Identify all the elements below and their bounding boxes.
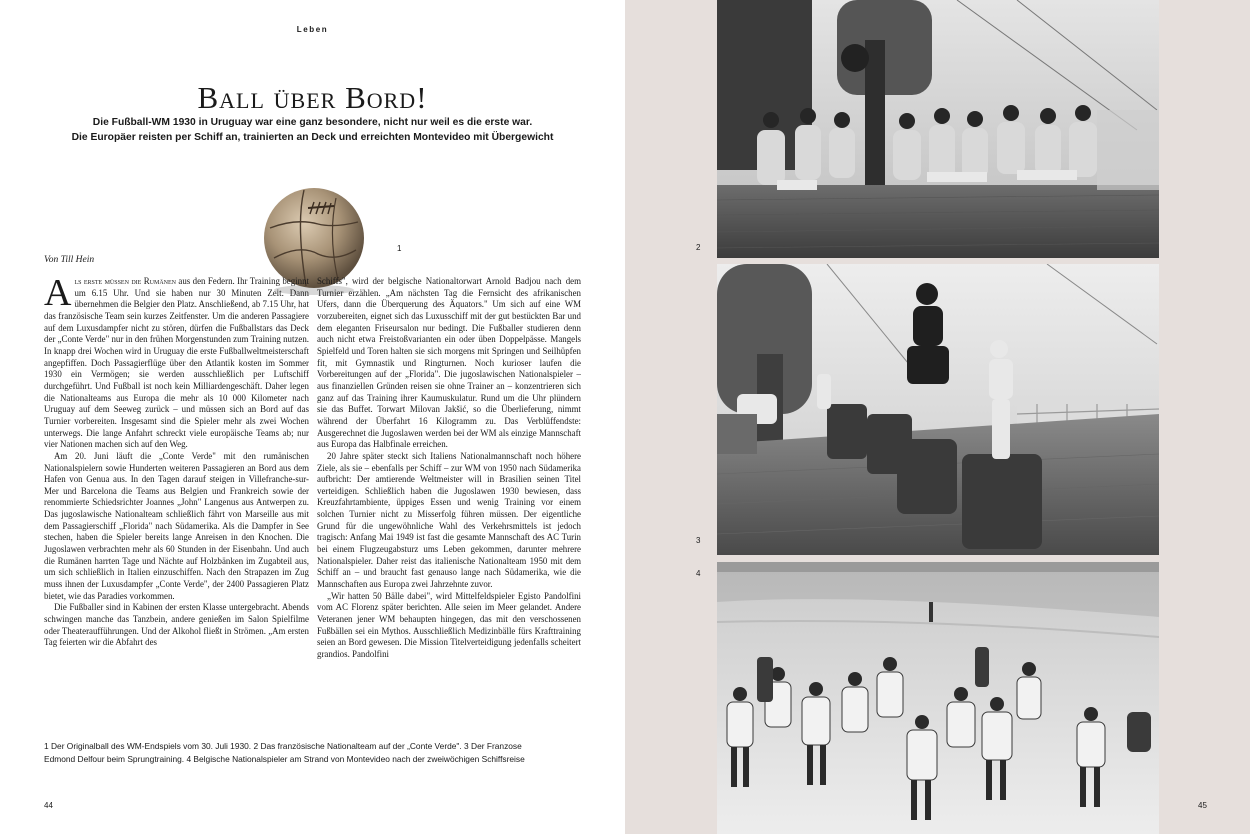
article-paragraph: „Wir hatten 50 Bälle dabei", wird Mittelfeldspieler Egisto Pandolfini vom AC Florenz später berichten. Alle seien im Meer gelandet. Andere Veteranen jener WM behaupten hingegen, das mit den verschossenen Fußbällen sei ein Mythos. Ausschließlich Medizinbälle fürs Krafttraining seien an Bord gewesen. Die Mission Titelverteidigung jedenfalls scheitert grandios. Pandolfini <box>317 590 581 659</box>
section-label: Leben <box>296 25 329 34</box>
photo-captions <box>44 740 584 766</box>
figure-number-1: 1 <box>397 244 402 253</box>
caption-line-2: Edmond Delfour beim Sprungtraining. 4 Belgische Nationalspieler am Strand von Montevideo nach der zweiwöchigen Schiffsreise <box>44 754 525 764</box>
byline: Von Till Hein <box>44 255 95 265</box>
photo-team-on-deck <box>717 0 1159 258</box>
article-title: Ball über Bord! <box>197 80 428 115</box>
photo-jump-training <box>717 264 1159 555</box>
article-column-2 <box>317 276 581 731</box>
article-paragraph: Schiffs", wird der belgische Nationaltorwart Arnold Badjou nach dem Turnier erzählen. „Am nächsten Tag die Fernsicht des afrikanischen Ufers, dann die Überquerung des Äquators." Um sich auf eine WM vorzubereiten, eignet sich das Luxusschiff mit der gut bestückten Bar und dem eleganten Friseursalon nur bedingt. Die Fußballer studieren denn auch nicht etwa Freistoßvarianten ein oder üben Doppelpässe. Mangels Spielfeld und Toren halten sie sich morgens mit Springen und Seilhüpfen fit, mit Gymnastik und Ringturnen. Noch kurioser laufen die Vorbereitungen auf der „Florida". Die jugoslawischen Nationalspieler – aus finanziellen Gründen reisen sie ohne Trainer an – konzentrieren sich ganz auf das Training ihrer Kaumuskulatur. Rund um die Uhr plündern sie das Buffet. Torwart Milovan Jakšić, so die Überlieferung, nimmt während der Überfahrt 16 Kilogramm zu. Das Verblüffendste: Ausgerechnet die Jugoslawen werden bei der WM als einzige Mannschaft aus Europa das Halbfinale erreichen. <box>317 276 581 450</box>
lead-small-caps: ls erste müssen die Rumänen <box>74 276 176 286</box>
caption-line-1: 1 Der Originalball des WM-Endspiels vom 30. Juli 1930. 2 Das französische Nationalteam auf der „Conte Verde". 3 Der Franzose <box>44 741 522 751</box>
page-number-left: 44 <box>44 801 53 810</box>
figure-number-3: 3 <box>696 536 701 545</box>
article-column-1 <box>44 276 309 731</box>
photo-beach-montevideo <box>717 562 1159 834</box>
page-number-right: 45 <box>1198 801 1207 810</box>
figure-number-4: 4 <box>696 569 701 578</box>
subtitle-line-2: Die Europäer reisten per Schiff an, trainierten an Deck und erreichten Montevideo mit Übergewicht <box>71 131 554 143</box>
article-paragraph: Am 20. Juni läuft die „Conte Verde" mit den rumänischen Nationalspielern sowie Hunderten weiteren Passagieren an Bord aus dem Hafen von Genua aus. In den Tagen darauf steigen in Villefranche-sur-Mer und Barcelona die Teams aus Belgien und Frankreich sowie der renommierte Schiedsrichter Joannes „John" Langenus aus Antwerpen zu. Das jugoslawische Nationalteam schließlich fährt von Marseille aus mit dem Passagierschiff „Florida" nach Südamerika. Als die Dampfer in See stechen, haben die Spieler bereits lange Anreisen in den Knochen. Die Jugoslawen verbrachten mehr als 60 Stunden in der Eisenbahn. Und auch die Rumänen harrten Tage und Nächte auf Holzbänken im Zugabteil aus, um sich schließlich in Italien einzuschiffen. Nach den Strapazen im Zug muss ihnen der Luxusdampfer „Conte Verde", der 2400 Passagieren Platz bietet, wie das Paradies vorkommen. <box>44 450 309 601</box>
article-paragraph: Die Fußballer sind in Kabinen der ersten Klasse untergebracht. Abends schwingen manche das Tanzbein, andere genießen im Salon Spielfilme oder Theateraufführungen. Und der Alkohol fließt in Strömen. „Am ersten Tag feierten wir die Abfahrt des <box>44 602 309 648</box>
subtitle-line-1: Die Fußball-WM 1930 in Uruguay war eine ganz besondere, nicht nur weil es die erste war. <box>92 117 533 128</box>
article-paragraph <box>44 276 309 451</box>
drop-cap: A <box>44 276 72 314</box>
figure-number-2: 2 <box>696 243 701 252</box>
article-paragraph: 20 Jahre später steckt sich Italiens Nationalmannschaft noch höhere Ziele, als sie – ebenfalls per Schiff – zur WM von 1950 nach Südamerika aufbricht: Der amtierende Weltmeister will in Brasilien seinen Titel verteidigen. Schließlich haben die Jugoslawen 1930 bewiesen, dass Kreuzfahrtambiente, üppiges Essen und wenig Training vor einem solchen Turnier nicht zu Misserfolg führen müssen. Der eigentliche Grund für die ungewöhnliche Wahl des Verkehrsmittels ist jedoch tragisch: Anfang Mai 1949 ist fast die gesamte Mannschaft des AC Turin bei einem Flugzeugabsturz ums Leben gekommen, darunter mehrere Nationalspieler. Daher reist das italienische Nationalteam 1950 mit dem Schiff an – und braucht fast genauso lange nach Südamerika, wie die Mannschaften aus Europa zwei Jahrzehnte zuvor. <box>317 450 581 590</box>
paragraph-text: aus den Federn. Ihr Training beginnt um 6.15 Uhr. Und sie haben nur 30 Minuten Zeit. Dann übernehmen die Belgier den Platz. Anschließend, ab 7.15 Uhr, hat das französische Team sein kurzes Zeitfenster. Um die anderen Passagiere auf dem Luxusdampfer nicht zu stören, dürfen die Fußballstars das Deck der „Conte Verde" nur in den frühen Morgenstunden zum Training nutzen. In knapp drei Wochen wird in Uruguay die erste Fußballweltmeisterschaft angepfiffen. Doch Passagierflüge über den Atlantik kosten im Sommer 1930 ein Vermögen; sie werden ausschließlich per Luftschiff durchgeführt. Und Fußball ist noch kein Milliardengeschäft. Daher legen die Nationalteams aus Europa die mehr als 10 000 Kilometer nach Uruguay auf dem Seeweg zurück – und müssen sich an Bord auf das Turnier vorbereiten. Insgesamt sind die Spieler mehr als zwei Wochen unterwegs. Die lange Anfahrt schreckt viele europäische Teams ab; nur vier Nationen machen sich auf den Weg. <box>44 276 309 450</box>
article-subtitle <box>30 116 595 145</box>
